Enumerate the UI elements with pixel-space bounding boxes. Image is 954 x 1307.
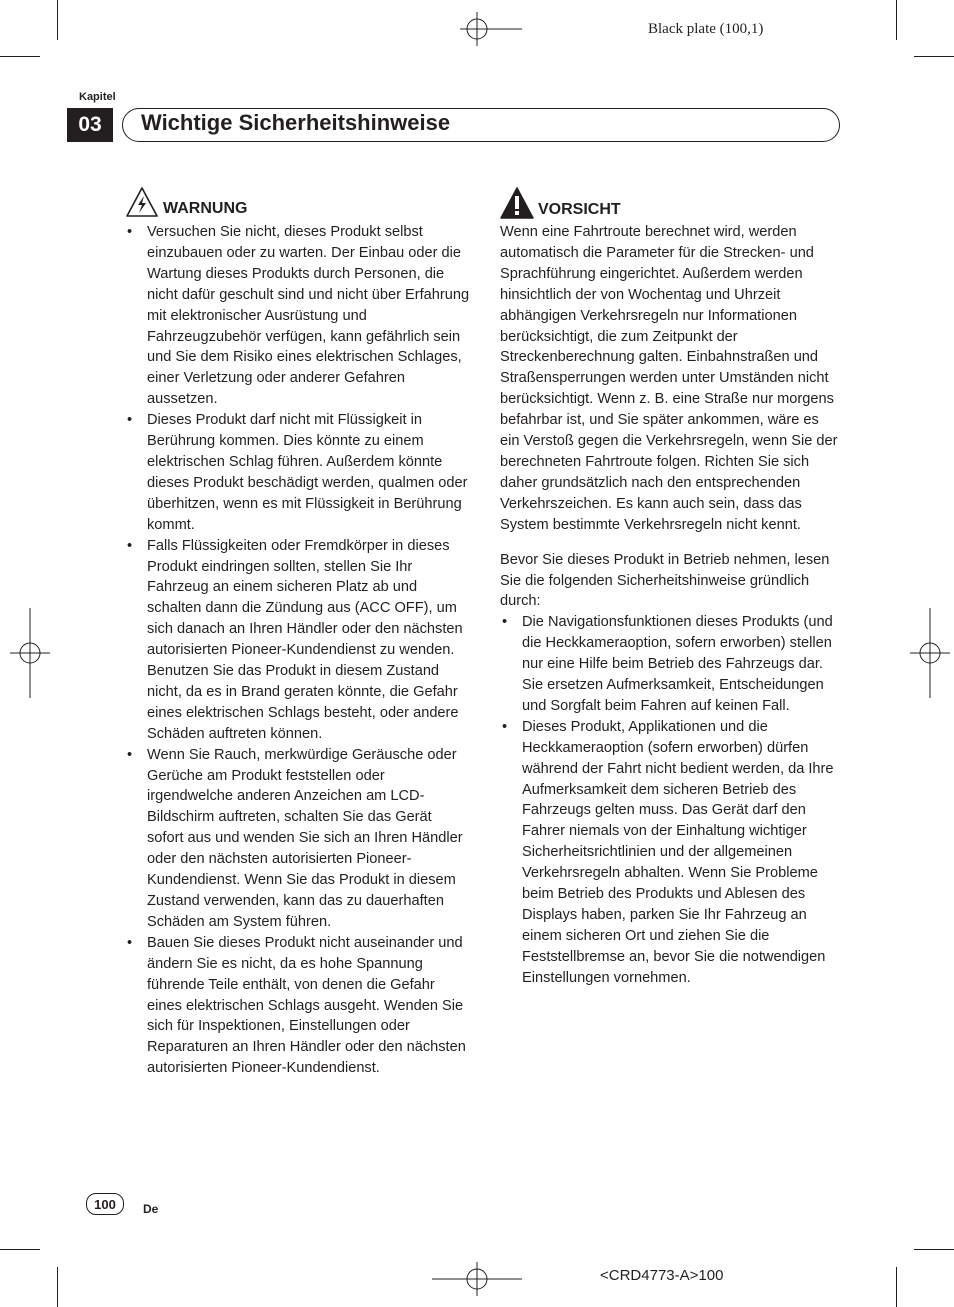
chapter-label: Kapitel <box>79 91 116 103</box>
registration-mark <box>460 12 522 46</box>
warning-triangle-lightning-icon <box>125 186 159 218</box>
list-item: • Dieses Produkt darf nicht mit Flüssigkeit in Berührung kommen. Dies könnte zu einem elektrischen Schlag führen. Außerdem könnte dieses Produkt beschädigt werden, qualmen oder überhitzen, wenn es mit Flüssigkeit in Berührung kommt. <box>127 412 468 533</box>
caution-paragraph: Wenn eine Fahrtroute berechnet wird, werden automatisch die Parameter für die Strecken- und Sprachführung eingerichtet. Außerdem werden hinsichtlich der von Wochentag und Uhrzeit abhängigen Verkehrsregeln nur Informationen berücksichtigt, die zum Zeitpunkt der Streckenberechnung galten. Einbahnstraßen und Straßensperrungen werden unter Umständen nicht berücksichtigt. Wenn z. B. eine Straße nur morgens befahrbar ist, und Sie später ankommen, wäre es ein Verstoß gegen die Verkehrsregeln, wenn Sie der berechneten Fahrtroute folgen. Richten Sie sich daher grundsätzlich nach den entsprechenden Verkehrszeichen. Es kann auch sein, dass das System bestimmte Verkehrsregeln nicht kennt. <box>500 224 838 533</box>
crop-mark <box>0 1249 40 1250</box>
caution-header <box>500 186 842 222</box>
list-item: • Die Navigationsfunktionen dieses Produkts (und die Heckkameraoption, sofern erworben) stellen nur eine Hilfe beim Betrieb des Fahrzeugs dar. Sie ersetzen Aufmerksamkeit, Entscheidungen und Sorgfalt beim Fahren auf keinen Fall. <box>502 614 833 714</box>
plate-label: Black plate (100,1) <box>648 21 764 37</box>
page-title: Wichtige Sicherheitshinweise <box>141 110 451 135</box>
crop-mark <box>0 56 40 57</box>
list-item: • Dieses Produkt, Applikationen und die Heckkameraoption (sofern erworben) dürfen während der Fahrt nicht bedient werden, da Ihre Aufmerksamkeit dem sicheren Betrieb des Fahrzeugs gelten muss. Das Gerät darf den Fahrer niemals von der Einhaltung wichtiger Sicherheitsrichtlinien und der allgemeinen Verkehrsregeln abhalten. Wenn Sie Probleme beim Betrieb des Produkts und Ablesen des Displays haben, parken Sie Ihr Fahrzeug an einem sicheren Ort und ziehen Sie die Feststellbremse an, bevor Sie die notwendigen Einstellungen vornehmen. <box>502 718 834 986</box>
warning-heading: WARNUNG <box>163 200 248 217</box>
safety-list <box>500 612 842 988</box>
list-item: • Falls Flüssigkeiten oder Fremdkörper in dieses Produkt eindringen sollten, stellen Sie Ihr Fahrzeug an einem sicheren Platz ab und schalten dann die Zündung aus (ACC OFF), um sich danach an Ihren Händler oder den nächsten autorisierten Pioneer-Kundendienst zu wenden. Benutzen Sie das Produkt in diesem Zustand nicht, da es in Brand geraten könnte, die Gefahr eines elektrischen Schlags besteht, oder andere Schäden auftreten können. <box>127 537 463 742</box>
intro-paragraph: Bevor Sie dieses Produkt in Betrieb nehmen, lesen Sie die folgenden Sicherheitshinweise gründlich durch: <box>500 551 830 610</box>
warning-section <box>125 186 470 1079</box>
crop-mark <box>57 0 58 40</box>
list-item: • Wenn Sie Rauch, merkwürdige Geräusche oder Gerüche am Produkt feststellen oder irgendwelche anderen Anzeichen am LCD-Bildschirm auftreten, schalten Sie das Gerät sofort aus und wenden Sie sich an Ihren Händler oder den nächsten autorisierten Pioneer-Kundendienst. Wenn Sie das Produkt in diesem Zustand verwenden, kann das zu dauerhaften Schäden am System führen. <box>127 746 463 930</box>
language-label: De <box>143 1202 159 1216</box>
crop-mark <box>57 1267 58 1307</box>
chapter-number-badge: 03 <box>67 108 113 142</box>
warning-header <box>125 186 470 222</box>
crop-mark <box>914 56 954 57</box>
document-code: <CRD4773-A>100 <box>600 1267 724 1284</box>
caution-section <box>500 186 842 989</box>
crop-mark <box>896 0 897 40</box>
page-number: 100 <box>86 1193 124 1215</box>
list-item: • Versuchen Sie nicht, dieses Produkt selbst einzubauen oder zu warten. Der Einbau oder die Wartung dieses Produkts durch Personen, die nicht dafür geschult sind und nicht über Erfahrung mit elektronischer Ausrüstung und Fahrzeugzubehör verfügen, kann gefährlich sein und Sie dem Risiko eines elektrischen Schlages, einer Verletzung oder anderer Gefahren aussetzen. <box>127 224 470 408</box>
registration-mark <box>432 1262 522 1296</box>
crop-mark <box>896 1267 897 1307</box>
crop-mark <box>914 1249 954 1250</box>
list-item: • Bauen Sie dieses Produkt nicht auseinander und ändern Sie es nicht, da es hohe Spannung führende Teile enthält, von denen die Gefahr eines elektrischen Schlags ausgeht. Wenden Sie sich für Inspektionen, Einstellungen oder Reparaturen an Ihren Händler oder den nächsten autorisierten Pioneer-Kundendienst. <box>127 934 466 1077</box>
registration-mark <box>10 608 50 698</box>
caution-heading: VORSICHT <box>538 201 621 218</box>
caution-triangle-exclamation-icon <box>500 186 534 220</box>
registration-mark <box>910 608 950 698</box>
warning-list <box>125 222 470 1079</box>
